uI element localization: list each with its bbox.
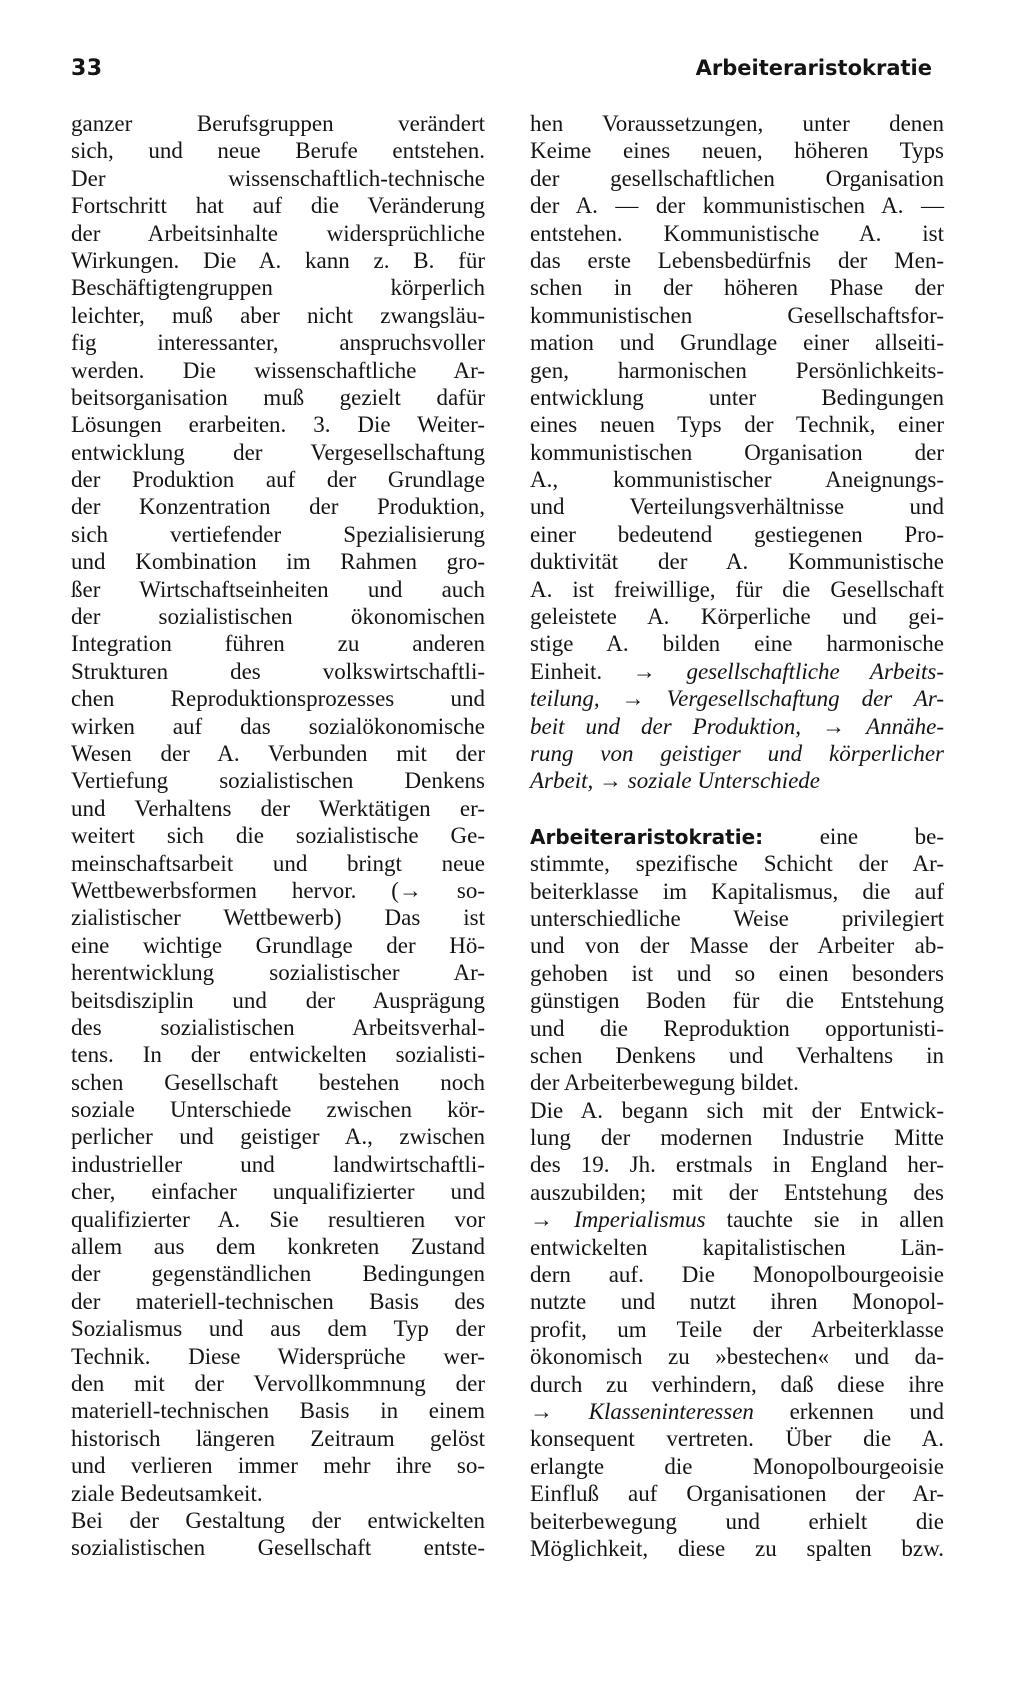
text-line: meinschaftsarbeit und bringt neue [71,850,485,876]
text-line: sozialistischen Gesellschaft entste- [71,1535,485,1561]
text-line: Technik. Diese Widersprüche wer- [71,1343,485,1369]
text-line: gen, harmonischen Persönlichkeits- [530,357,944,383]
text-line: der materiell-technischen Basis des [71,1288,485,1314]
text-line: eines neuen Typs der Technik, einer [530,412,944,438]
crossref-link[interactable]: Arbeit, [530,768,594,794]
crossref-link[interactable]: Imperialismus [573,1207,706,1233]
text-line: entwicklung der Vergesellschaftung [71,439,485,465]
text-fragment: Einheit. [530,658,603,684]
text-line: des sozialistischen Arbeitsverhal- [71,1014,485,1040]
text-line: der gegenständlichen Bedingungen [71,1261,485,1287]
crossref-link[interactable]: beit und der Produktion, [530,713,802,739]
text-line: Lösungen erarbeiten. 3. Die Weiter- [71,412,485,438]
text-line: der Arbeiterbewegung bildet. [530,1070,799,1096]
text-line: einer bedeutend gestiegenen Pro- [530,521,944,547]
crossref-line [530,658,944,685]
text-line: fig interessanter, anspruchsvoller [71,330,485,356]
text-line: Einfluß auf Organisationen der Ar- [530,1481,944,1507]
arrow-icon: → [599,768,622,794]
text-line: stimmte, spezifische Schicht der Ar- [530,851,944,877]
arrow-icon: → [530,1207,553,1233]
text-fragment: eine be- [819,823,944,849]
text-line: cher, einfacher unqualifizierter und [71,1179,485,1205]
crossref-line [530,1206,944,1233]
text-line: entstehen. Kommunistische A. ist [530,220,944,246]
text-line: und verlieren immer mehr ihre so- [71,1453,485,1479]
text-line: entwicklung unter Bedingungen [530,384,944,410]
crossref-line [530,767,944,794]
text-line: unterschiedliche Weise privilegiert [530,905,944,931]
text-line: schen Denkens und Verhaltens in [530,1042,944,1068]
text-line: und Verteilungsverhältnisse und [530,494,944,520]
text-line: beitsdisziplin und der Ausprägung [71,987,485,1013]
right-column [530,110,944,1562]
text-line: wirken auf das sozialökonomische [71,713,485,739]
text-line: des 19. Jh. erstmals in England her- [530,1152,944,1178]
text-line: erlangte die Monopolbourgeoisie [530,1453,944,1479]
text-line: leichter, muß aber nicht zwangsläu- [71,302,485,328]
text-line: lung der modernen Industrie Mitte [530,1125,944,1151]
arrow-icon: → [621,686,645,712]
text-line: entwickelten kapitalistischen Län- [530,1234,944,1260]
left-column [71,110,485,1562]
crossref-link[interactable]: soziale Unterschiede [627,768,821,794]
text-line: sich vertiefender Spezialisierung [71,521,485,547]
text-line: der A. — der kommunistischen A. — [530,193,944,219]
text-line: Möglichkeit, diese zu spalten bzw. [530,1535,944,1561]
text-line: sich, und neue Berufe entstehen. [71,138,485,164]
page-number: 33 [71,56,103,81]
entry-first-line [530,823,944,850]
text-line: soziale Unterschiede zwischen kör- [71,1097,485,1123]
text-line: und Verhaltens der Werktätigen er- [71,795,485,821]
text-line: stige A. bilden eine harmonische [530,631,944,657]
text-fragment: tauchte sie in allen [726,1207,945,1233]
text-line: eine wichtige Grundlage der Hö- [71,932,485,958]
text-line: beiterbewegung und erhielt die [530,1508,944,1534]
text-line: Die A. begann sich mit der Entwick- [530,1097,944,1123]
text-line: ziale Bedeutsamkeit. [71,1480,263,1506]
crossref-link[interactable]: gesellschaftliche Arbeits- [686,658,945,684]
text-line: durch zu verhindern, daß diese ihre [530,1371,944,1397]
text-line: kommunistischen Organisation der [530,439,944,465]
text-line: perlicher und geistiger A., zwischen [71,1124,485,1150]
text-line: chen Reproduktionsprozesses und [71,686,485,712]
text-line: duktivität der A. Kommunistische [530,549,944,575]
entry-gap [530,795,944,823]
text-line: das erste Lebensbedürfnis der Men- [530,247,944,273]
text-line: beiterklasse im Kapitalismus, die auf [530,878,944,904]
text-line: Strukturen des volkswirtschaftli- [71,658,485,684]
text-line: den mit der Vervollkommnung der [71,1370,485,1396]
text-line: Wirkungen. Die A. kann z. B. für [71,247,485,273]
text-line: zialistischer Wettbewerb) Das ist [71,905,485,931]
text-line: Keime eines neuen, höheren Typs [530,138,944,164]
text-line: mation und Grundlage einer allseiti- [530,330,944,356]
entry-headword: Arbeiteraristokratie: [530,824,764,849]
crossref-link[interactable]: rung von geistiger und körperlicher [530,740,944,766]
text-line: weitert sich die sozialistische Ge- [71,823,485,849]
text-line: Vertiefung sozialistischen Denkens [71,768,485,794]
text-line: Wesen der A. Verbunden mit der [71,740,485,766]
text-line: Bei der Gestaltung der entwickelten [71,1507,485,1533]
text-line: schen Gesellschaft bestehen noch [71,1069,485,1095]
text-line: qualifizierter A. Sie resultieren vor [71,1206,485,1232]
crossref-link[interactable]: teilung, [530,686,600,712]
text-line: profit, um Teile der Arbeiterklasse [530,1316,944,1342]
text-line: hen Voraussetzungen, unter denen [530,111,944,136]
text-line: auszubilden; mit der Entstehung des [530,1179,944,1205]
text-line: herentwicklung sozialistischer Ar- [71,960,485,986]
text-line: A. ist freiwillige, für die Gesellschaft [530,576,944,602]
text-line: werden. Die wissenschaftliche Ar- [71,357,485,383]
text-line: nutzte und nutzt ihren Monopol- [530,1289,944,1315]
text-line: der Konzentration der Produktion, [71,494,485,520]
text-line: konsequent vertreten. Über die A. [530,1426,944,1452]
text-line: Integration führen zu anderen [71,631,485,657]
text-line: allem aus dem konkreten Zustand [71,1234,485,1260]
text-line: der Arbeitsinhalte widersprüchliche [71,220,485,246]
crossref-line [530,1398,944,1425]
crossref-link[interactable]: Annähe- [866,713,945,739]
text-line: materiell-technischen Basis in einem [71,1398,485,1424]
text-line: historisch längeren Zeitraum gelöst [71,1425,485,1451]
crossref-line [530,685,944,712]
crossref-line [530,713,944,740]
text-line: und von der Masse der Arbeiter ab- [530,933,944,959]
text-line: industrieller und landwirtschaftli- [71,1151,485,1177]
text-line: und die Reproduktion opportunisti- [530,1015,944,1041]
text-line: kommunistischen Gesellschaftsfor- [530,302,944,328]
text-line: beitsorganisation muß gezielt dafür [71,384,485,410]
text-line: der Produktion auf der Grundlage [71,467,485,493]
text-line: und Kombination im Rahmen gro- [71,549,485,575]
arrow-icon: → [530,1398,553,1424]
text-line: gehoben ist und so einen besonders [530,960,944,986]
text-line: dern auf. Die Monopolbourgeoisie [530,1262,944,1288]
text-line: günstigen Boden für die Entstehung [530,988,944,1014]
arrow-icon: → [632,658,656,684]
running-head: Arbeiteraristokratie [695,56,932,80]
text-line: Der wissenschaftlich-technische [71,165,485,191]
text-line: ganzer Berufsgruppen verändert [71,111,485,136]
text-line: Sozialismus und aus dem Typ der [71,1316,485,1342]
text-line: schen in der höheren Phase der [530,275,944,301]
text-line: A., kommunistischer Aneignungs- [530,467,944,493]
text-line: der sozialistischen ökonomischen [71,604,485,630]
text-line: Fortschritt hat auf die Veränderung [71,193,485,219]
text-line: ökonomisch zu »bestechen« und da- [530,1344,944,1370]
crossref-link[interactable]: Klasseninteressen [588,1398,754,1424]
text-line: der gesellschaftlichen Organisation [530,165,944,191]
text-fragment: erkennen und [789,1398,944,1424]
text-line: ßer Wirtschaftseinheiten und auch [71,576,485,602]
crossref-line [530,740,944,767]
text-line: Beschäftigtengruppen körperlich [71,275,485,301]
arrow-icon: → [822,713,846,739]
crossref-link[interactable]: Vergesellschaftung der Ar- [666,686,945,712]
text-line: tens. In der entwickelten sozialisti- [71,1042,485,1068]
text-line: Wettbewerbsformen hervor. (→ so- [71,877,485,903]
text-line: geleistete A. Körperliche und gei- [530,604,944,630]
